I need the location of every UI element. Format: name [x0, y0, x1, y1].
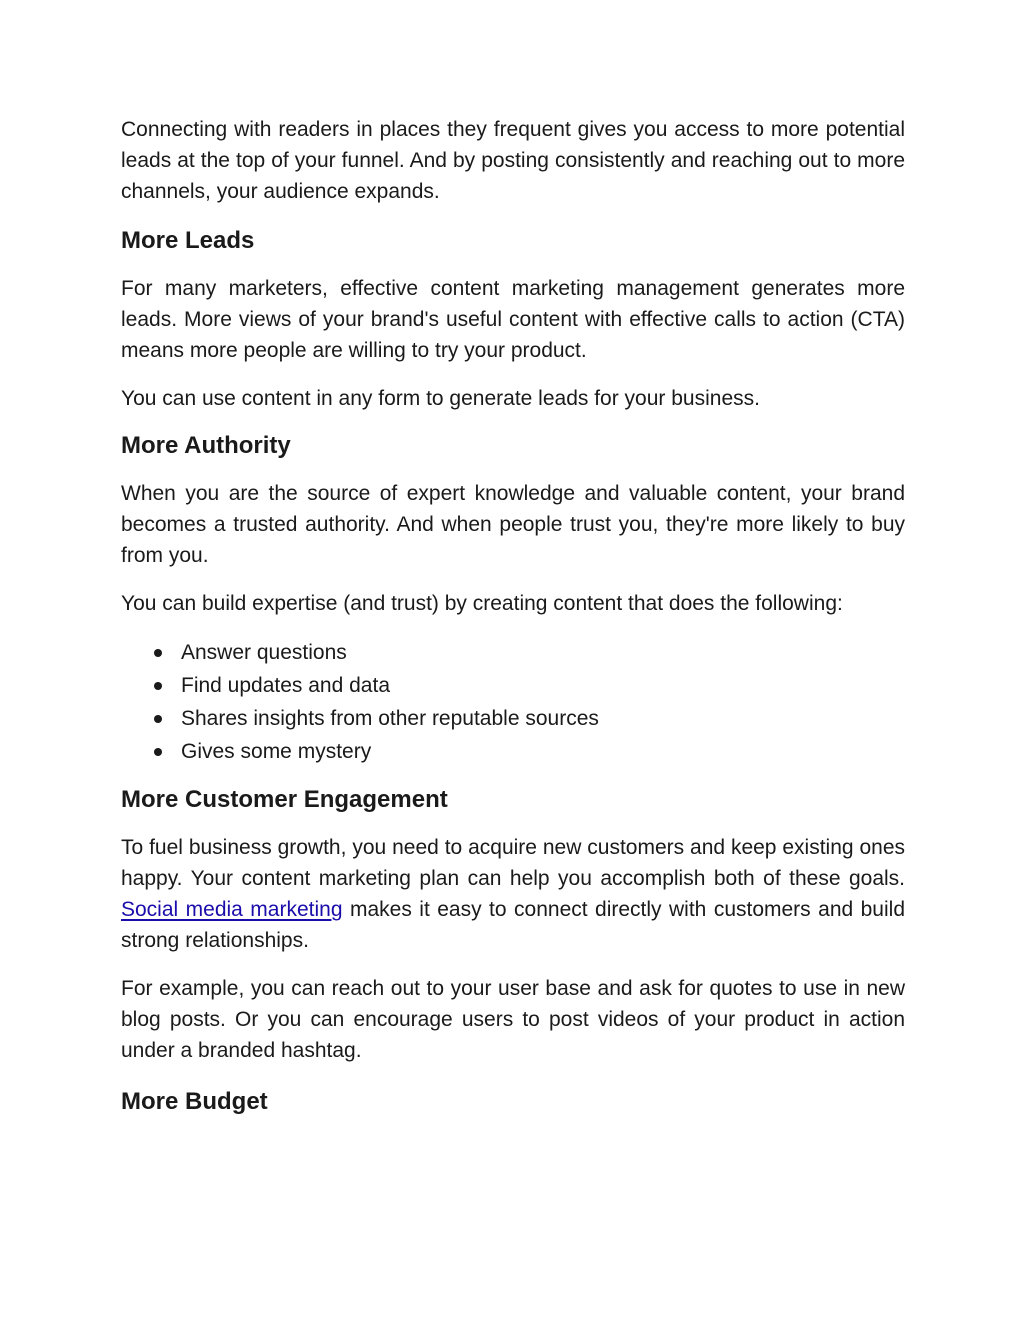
list-item-text: Find updates and data	[181, 674, 390, 697]
more-leads-paragraph-1: For many marketers, effective content marketing management generates more leads. More views of your brand's useful content with effective calls to action (CTA) means more people are willing to try your product.	[121, 277, 905, 362]
social-media-marketing-link[interactable]: Social media marketing	[121, 898, 343, 921]
intro-paragraph: Connecting with readers in places they frequent gives you access to more potential leads at the top of your funnel. And by posting consistently and reaching out to more channels, your audience expands.	[121, 118, 905, 203]
engagement-text-after-link: makes it easy to connect directly with customers and build strong relationships.	[121, 898, 905, 952]
heading-more-customer-engagement: More Customer Engagement	[121, 786, 448, 813]
list-item	[121, 735, 905, 768]
heading-more-authority: More Authority	[121, 432, 291, 459]
list-item	[121, 669, 905, 702]
expertise-list	[121, 636, 905, 768]
bullet-icon	[154, 682, 162, 690]
more-authority-paragraph-1: When you are the source of expert knowledge and valuable content, your brand becomes a trusted authority. And when people trust you, they're more likely to buy from you.	[121, 482, 905, 567]
bullet-icon	[154, 715, 162, 723]
engagement-text-before-link: To fuel business growth, you need to acquire new customers and keep existing ones happy. Your content marketing plan can help you accomplish both of these goals.	[121, 836, 905, 890]
bullet-icon	[154, 649, 162, 657]
heading-more-budget: More Budget	[121, 1088, 268, 1115]
more-authority-paragraph-2: You can build expertise (and trust) by creating content that does the following:	[121, 592, 843, 615]
more-leads-paragraph-2: You can use content in any form to generate leads for your business.	[121, 387, 760, 410]
list-item	[121, 702, 905, 735]
list-item-text: Gives some mystery	[181, 740, 372, 763]
document-page	[121, 114, 905, 1117]
heading-more-leads: More Leads	[121, 227, 255, 254]
bullet-icon	[154, 748, 162, 756]
engagement-paragraph-1	[121, 832, 905, 956]
list-item-text: Shares insights from other reputable sources	[181, 707, 599, 730]
engagement-paragraph-2: For example, you can reach out to your user base and ask for quotes to use in new blog posts. Or you can encourage users to post videos of your product in action under a branded hashtag.	[121, 977, 905, 1062]
list-item	[121, 636, 905, 669]
list-item-text: Answer questions	[181, 641, 347, 664]
